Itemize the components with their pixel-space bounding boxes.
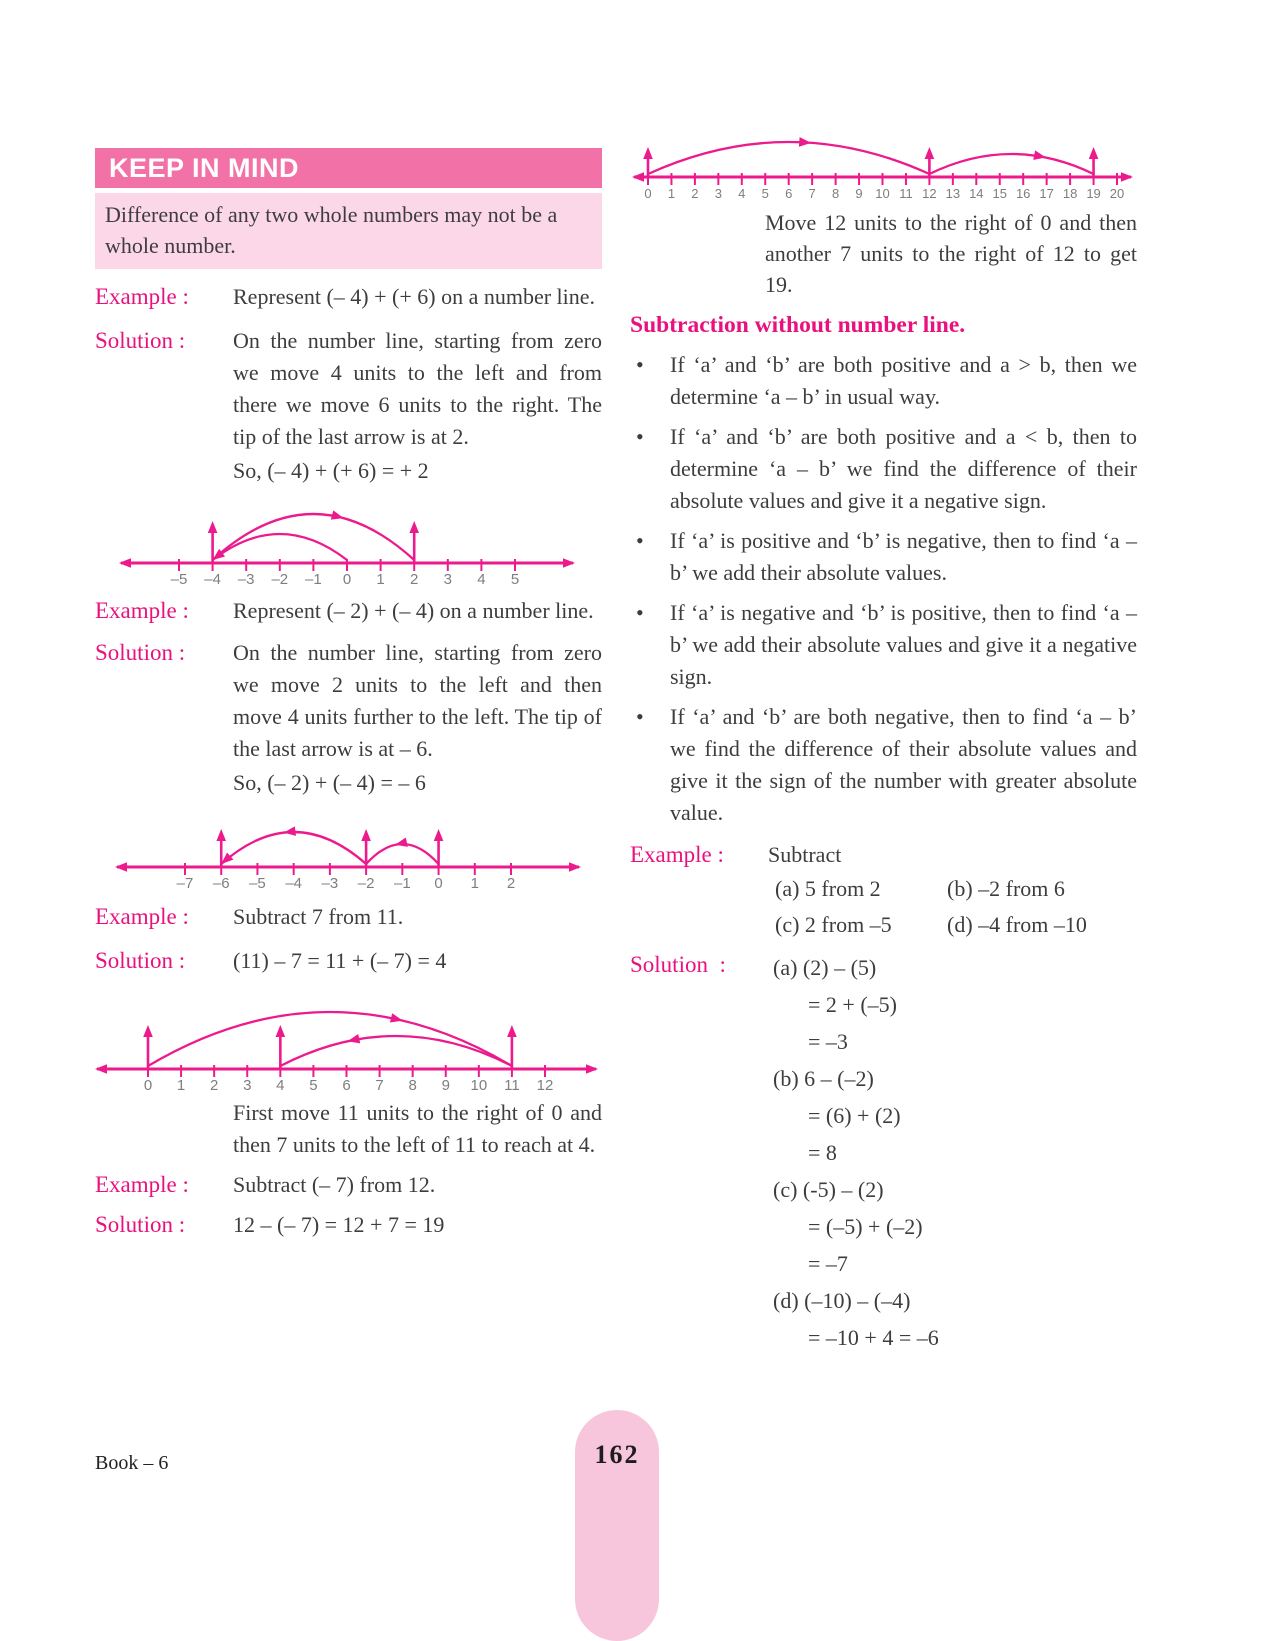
tick-label: 7 [375,1077,384,1093]
example-3-text: Subtract 7 from 11. [233,904,404,929]
bullet-text: If ‘a’ is positive and ‘b’ is negative, then to find ‘a – b’ we add their absolute values. [670,528,1137,585]
tick-label: –3 [237,571,255,587]
solution-2 [95,637,602,765]
tick-label: 2 [506,875,516,891]
subtract-item: (a) 5 from 2 [775,876,881,901]
arrowhead [283,826,296,837]
tick-label: 5 [761,186,769,201]
number-line-minus5-to-5 [117,493,577,587]
solution-1-label: Solution : [95,328,186,353]
tick-label: 20 [1109,186,1125,201]
book-label: Book – 6 [95,1452,169,1474]
tick-label: 1 [667,186,676,201]
solution-step: = –10 + 4 = –6 [808,1325,939,1350]
arrowhead [586,1064,598,1074]
number-line-0-to-12 [93,993,600,1093]
tick-label: 15 [992,186,1007,201]
solution-4 [95,1209,602,1241]
example-subtract-label: Example : [630,842,724,867]
tick-label: –4 [204,571,221,587]
solution-step: = 8 [808,1140,837,1165]
solution-3-text: (11) – 7 = 11 + (– 7) = 4 [233,948,447,973]
tick-label: 8 [831,186,840,201]
number-line-3-note: First move 11 units to the right of 0 and then 7 units to the left of 11 to reach at 4. [233,1100,602,1157]
solution-2-text: On the number line, starting from zero we move 2 units to the left and then move 4 units further to the left. The tip of the last arrow is at – 6. [233,640,602,761]
solution-steps [768,949,1137,1356]
example-4 [95,1169,602,1201]
arrowhead [1121,172,1133,182]
arrowhead [434,829,444,841]
jump-arc [929,154,1093,174]
bullet-dot: • [636,352,644,377]
tick-label: 14 [969,186,984,201]
subtract-item: (d) –4 from –10 [947,912,1087,937]
jump-arc [648,142,929,174]
tick-label: –5 [249,875,266,891]
solution-step: = 2 + (–5) [808,992,897,1017]
tick-label: 4 [276,1077,285,1093]
tick-label: 9 [855,186,863,201]
tick-label: 13 [945,186,961,201]
tick-label: 17 [1039,186,1054,201]
arrowhead [409,521,419,533]
arrowhead [632,172,644,182]
tick-label: 1 [176,1077,186,1093]
solution-1-result: So, (– 4) + (+ 6) = + 2 [233,458,429,483]
example-4-text: Subtract (– 7) from 12. [233,1172,436,1197]
page-number-pill [575,1410,659,1641]
tick-label: 2 [410,571,419,587]
tick-label: 6 [785,186,793,201]
tick-label: 0 [143,1077,153,1093]
jump-arc [148,1012,512,1066]
tick-label: 5 [309,1077,318,1093]
example-3-label: Example : [95,904,189,929]
tick-label: –1 [393,875,411,891]
tick-label: 0 [434,875,443,891]
tick-label: –4 [285,875,303,891]
arrowhead [143,1025,153,1037]
example-subtract-text: Subtract [768,842,842,867]
tick-label: 0 [342,571,352,587]
example-2 [95,595,602,627]
bullet-dot: • [636,424,644,449]
arrowhead [216,829,226,841]
tick-label: 11 [899,186,913,201]
solution-4-label: Solution : [95,1212,186,1237]
jump-arc [213,514,415,560]
number-line-minus7-to-2 [113,807,583,891]
bullet-item [630,421,1137,517]
subtract-item-row [775,871,1137,907]
tick-label: 5 [510,571,520,587]
arrowhead [331,510,345,522]
subtract-item-row [775,907,1137,943]
solution-2-result: So, (– 2) + (– 4) = – 6 [233,770,426,795]
tick-label: 1 [470,875,479,891]
tick-label: 16 [1015,186,1031,201]
solution-3-label: Solution : [95,948,186,973]
arrowhead [361,829,371,841]
bullet-item [630,597,1137,693]
solution-step: (c) (-5) – (2) [773,1177,884,1202]
arrowhead [119,558,131,568]
solution-step: = –3 [808,1029,848,1054]
arrowhead [643,147,653,159]
arrowhead [507,1025,517,1037]
arrowhead [276,1025,286,1037]
tick-label: 11 [504,1077,520,1093]
tick-label: 3 [243,1077,252,1093]
solution-4-text: 12 – (– 7) = 12 + 7 = 19 [233,1212,445,1237]
example-2-label: Example : [95,598,189,623]
bullet-text: If ‘a’ is negative and ‘b’ is positive, then to find ‘a – b’ we add their absolute values and give it a negative sign. [670,600,1137,689]
bullet-item [630,701,1137,829]
tick-label: 9 [441,1077,450,1093]
jump-arc [280,1036,512,1066]
tick-label: 2 [691,186,699,201]
example-subtract-items [768,871,1137,943]
example-1 [95,281,602,313]
tick-label: –7 [176,875,194,891]
bullet-text: If ‘a’ and ‘b’ are both negative, then to find ‘a – b’ we find the difference of their absolute values and give it the sign of the number with greater absolute value. [670,704,1137,825]
solution-step: = (–5) + (–2) [808,1214,923,1239]
tick-label: 4 [738,186,746,201]
example-2-text: Represent (– 2) + (– 4) on a number line. [233,598,594,623]
tick-label: 1 [376,571,385,587]
example-subtract [630,839,1137,943]
example-1-label: Example : [95,284,189,309]
solution-step: (d) (–10) – (–4) [773,1288,911,1313]
arrowhead [569,862,581,872]
page-number: 162 [594,1440,640,1469]
tick-label: 7 [808,186,816,201]
tick-label: 0 [644,186,652,201]
jump-arc [366,844,438,864]
tick-label: –5 [170,571,188,587]
tick-label: –6 [212,875,230,891]
tick-label: –1 [305,571,322,587]
bullet-text: If ‘a’ and ‘b’ are both positive and a > b, then we determine ‘a – b’ in usual way. [670,352,1137,409]
solution-subtract [630,949,1137,1356]
tick-label: 12 [922,186,937,201]
example-1-text: Represent (– 4) + (+ 6) on a number line. [233,284,596,309]
bullet-dot: • [636,600,644,625]
tick-label: 12 [536,1077,554,1093]
tick-label: 18 [1062,186,1078,201]
tick-label: 6 [342,1077,351,1093]
tick-label: 2 [209,1077,219,1093]
number-line-0-to-20 [630,125,1135,201]
left-column [95,148,602,1241]
tick-label: 4 [477,571,486,587]
subtract-item: (b) –2 from 6 [947,876,1065,901]
solution-step: = –7 [808,1251,848,1276]
bullet-list [630,349,1137,829]
tick-label: –2 [271,571,289,587]
keep-in-mind-note: Difference of any two whole numbers may not be a whole number. [95,193,602,269]
arrowhead [95,1064,107,1074]
arrowhead [799,137,812,147]
keep-in-mind-title: KEEP IN MIND [109,153,300,183]
tick-label: 10 [875,186,890,201]
tick-label: 10 [470,1077,488,1093]
example-3 [95,901,602,933]
jump-arc [213,534,347,560]
arrowhead [925,147,935,159]
right-column [630,125,1137,1356]
tick-label: –3 [321,875,339,891]
solution-step: (b) 6 – (–2) [773,1066,874,1091]
arrowhead [115,862,127,872]
tick-label: 3 [714,186,722,201]
solution-step: = (6) + (2) [808,1103,901,1128]
bullet-item [630,349,1137,413]
subtract-item: (c) 2 from –5 [775,912,892,937]
jump-arc [221,832,366,864]
tick-label: 3 [443,571,452,587]
bullet-dot: • [636,704,644,729]
solution-subtract-label: Solution : [630,952,726,977]
tick-label: 8 [408,1077,417,1093]
arrowhead [563,558,575,568]
arrowhead [208,521,218,533]
tick-label: –2 [357,875,375,891]
tick-label: 19 [1086,186,1101,201]
bullet-item [630,525,1137,589]
arrowhead [1089,147,1099,159]
section-heading: Subtraction without number line. [630,312,966,338]
keep-in-mind-header [95,148,602,188]
solution-1 [95,325,602,453]
solution-3 [95,945,602,977]
bullet-text: If ‘a’ and ‘b’ are both positive and a < b, then to determine ‘a – b’ we find the difference of their absolute values and give it a negative sign. [670,424,1137,513]
solution-2-label: Solution : [95,640,186,665]
number-line-4-note: Move 12 units to the right of 0 and then another 7 units to the right of 12 to get 19. [765,210,1137,297]
example-4-label: Example : [95,1172,189,1197]
solution-1-text: On the number line, starting from zero we move 4 units to the left and from there we move 6 units to the right. The tip of the last arrow is at 2. [233,328,602,449]
solution-step: (a) (2) – (5) [773,955,877,980]
bullet-dot: • [636,528,644,553]
